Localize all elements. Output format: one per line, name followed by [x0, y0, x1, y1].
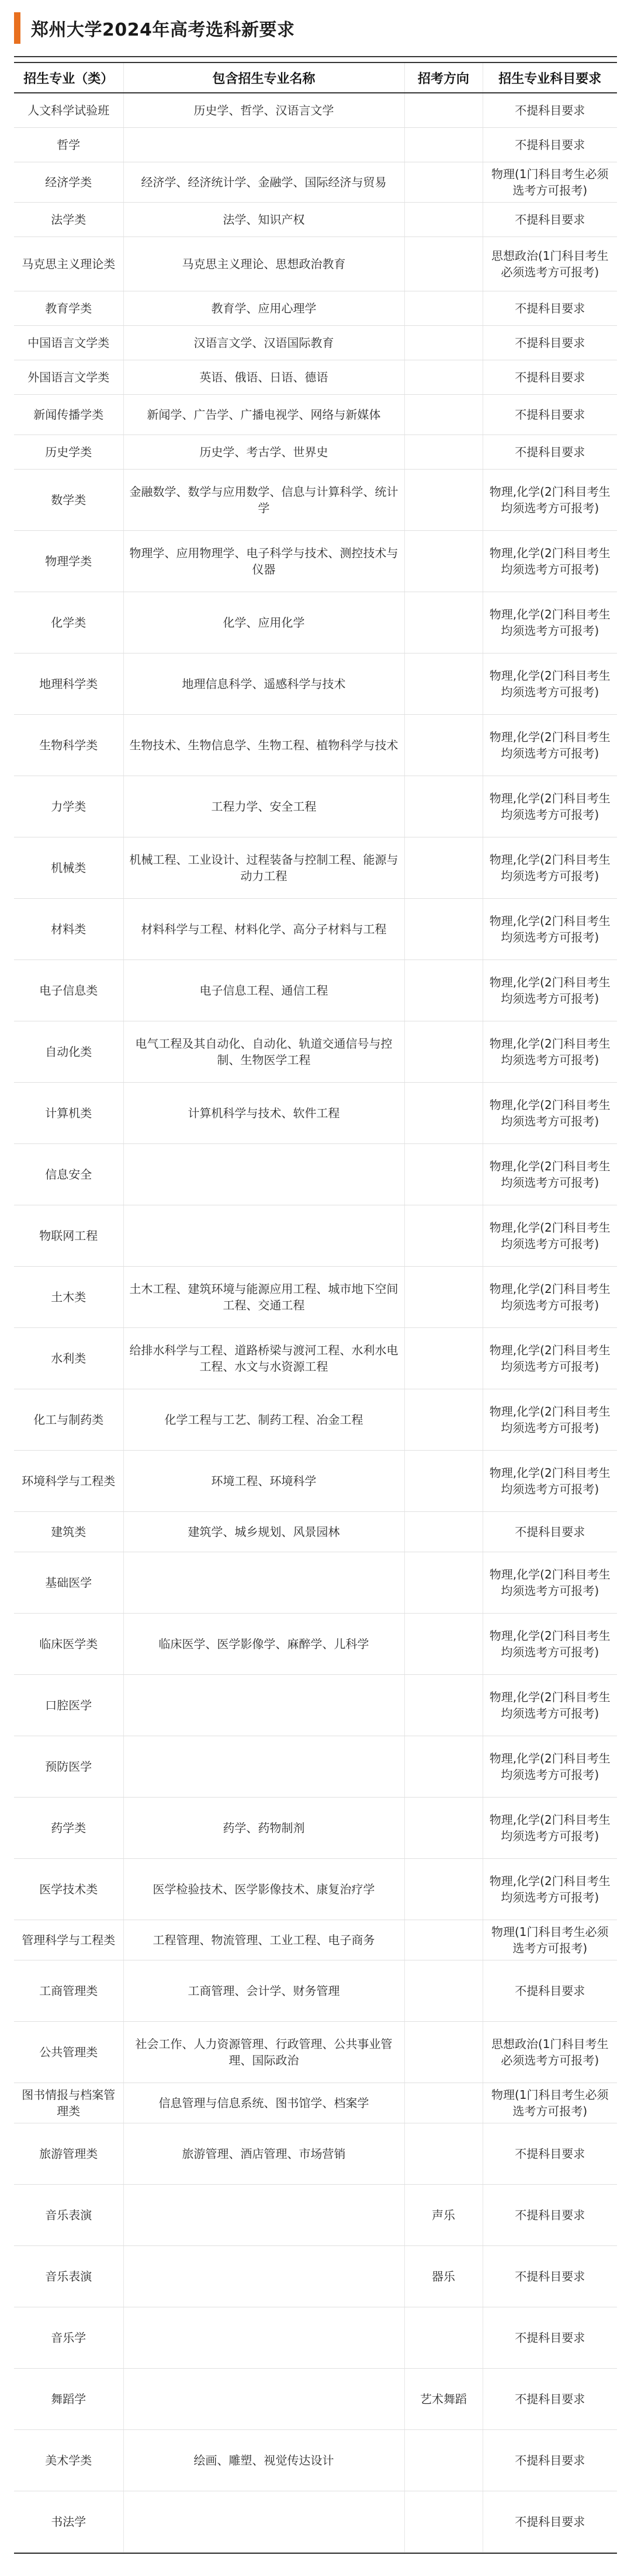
cell-direction [404, 395, 483, 435]
cell-majors: 历史学、考古学、世界史 [123, 435, 404, 470]
cell-category: 哲学 [14, 128, 123, 162]
cell-direction [404, 837, 483, 899]
cell-majors: 材料科学与工程、材料化学、高分子材料与工程 [123, 899, 404, 960]
cell-direction [404, 1960, 483, 2022]
cell-category: 电子信息类 [14, 960, 123, 1021]
cell-requirement: 物理,化学(2门科目考生均须选考方可报考) [483, 1859, 617, 1920]
title-bar [14, 0, 617, 56]
cell-requirement: 物理,化学(2门科目考生均须选考方可报考) [483, 837, 617, 899]
table-row [14, 1859, 617, 1920]
cell-requirement: 不提科目要求 [483, 128, 617, 162]
table-row [14, 2185, 617, 2246]
cell-category: 口腔医学 [14, 1675, 123, 1736]
cell-requirement: 不提科目要求 [483, 435, 617, 470]
cell-direction [404, 899, 483, 960]
cell-majors [123, 2246, 404, 2307]
cell-category: 教育学类 [14, 291, 123, 326]
cell-requirement: 思想政治(1门科目考生必须选考方可报考) [483, 2022, 617, 2083]
cell-requirement: 不提科目要求 [483, 2307, 617, 2369]
table-row [14, 2246, 617, 2307]
cell-requirement: 不提科目要求 [483, 291, 617, 326]
cell-requirement: 物理,化学(2门科目考生均须选考方可报考) [483, 1614, 617, 1675]
cell-direction [404, 1736, 483, 1798]
table-row [14, 291, 617, 326]
header-majors: 包含招生专业名称 [123, 62, 404, 93]
cell-majors: 生物技术、生物信息学、生物工程、植物科学与技术 [123, 715, 404, 776]
cell-category: 美术学类 [14, 2430, 123, 2491]
table-row [14, 2491, 617, 2553]
cell-majors [123, 2307, 404, 2369]
cell-requirement: 物理,化学(2门科目考生均须选考方可报考) [483, 653, 617, 715]
cell-requirement: 物理,化学(2门科目考生均须选考方可报考) [483, 1389, 617, 1451]
cell-majors: 教育学、应用心理学 [123, 291, 404, 326]
cell-requirement: 物理,化学(2门科目考生均须选考方可报考) [483, 1267, 617, 1328]
table-row [14, 531, 617, 592]
cell-direction [404, 1021, 483, 1083]
cell-majors: 工程力学、安全工程 [123, 776, 404, 837]
cell-majors: 医学检验技术、医学影像技术、康复治疗学 [123, 1859, 404, 1920]
table-row [14, 1021, 617, 1083]
table-row [14, 2307, 617, 2369]
cell-majors: 法学、知识产权 [123, 203, 404, 237]
table-row [14, 1144, 617, 1205]
cell-direction [404, 1552, 483, 1614]
cell-majors: 信息管理与信息系统、图书馆学、档案学 [123, 2083, 404, 2123]
table-row [14, 1389, 617, 1451]
cell-category: 音乐表演 [14, 2185, 123, 2246]
cell-requirement: 物理,化学(2门科目考生均须选考方可报考) [483, 899, 617, 960]
cell-majors: 药学、药物制剂 [123, 1798, 404, 1859]
cell-requirement: 物理,化学(2门科目考生均须选考方可报考) [483, 960, 617, 1021]
cell-category: 力学类 [14, 776, 123, 837]
cell-direction [404, 653, 483, 715]
cell-direction: 声乐 [404, 2185, 483, 2246]
table-row [14, 592, 617, 653]
cell-direction [404, 2022, 483, 2083]
cell-category: 化学类 [14, 592, 123, 653]
table-row [14, 1614, 617, 1675]
cell-majors [123, 1675, 404, 1736]
table-row [14, 237, 617, 291]
cell-category: 预防医学 [14, 1736, 123, 1798]
cell-majors [123, 2491, 404, 2553]
cell-majors: 化学工程与工艺、制药工程、冶金工程 [123, 1389, 404, 1451]
cell-requirement: 物理(1门科目考生必须选考方可报考) [483, 1920, 617, 1960]
cell-majors: 英语、俄语、日语、德语 [123, 360, 404, 395]
table-row [14, 2123, 617, 2185]
cell-category: 新闻传播学类 [14, 395, 123, 435]
cell-direction [404, 1798, 483, 1859]
cell-majors [123, 1736, 404, 1798]
cell-category: 马克思主义理论类 [14, 237, 123, 291]
table-row [14, 1451, 617, 1512]
cell-direction [404, 1920, 483, 1960]
cell-direction [404, 291, 483, 326]
cell-category: 材料类 [14, 899, 123, 960]
cell-requirement: 不提科目要求 [483, 1512, 617, 1552]
cell-category: 医学技术类 [14, 1859, 123, 1920]
table-row [14, 2022, 617, 2083]
cell-category: 机械类 [14, 837, 123, 899]
table-row [14, 326, 617, 360]
table-row [14, 395, 617, 435]
header-requirement: 招生专业科目要求 [483, 62, 617, 93]
cell-majors: 电气工程及其自动化、自动化、轨道交通信号与控制、生物医学工程 [123, 1021, 404, 1083]
cell-requirement: 不提科目要求 [483, 360, 617, 395]
cell-majors: 工商管理、会计学、财务管理 [123, 1960, 404, 2022]
cell-category: 舞蹈学 [14, 2369, 123, 2430]
cell-category: 音乐学 [14, 2307, 123, 2369]
cell-majors [123, 1205, 404, 1267]
cell-category: 历史学类 [14, 435, 123, 470]
page-title: 郑州大学2024年高考选科新要求 [31, 20, 295, 40]
cell-requirement: 物理,化学(2门科目考生均须选考方可报考) [483, 1144, 617, 1205]
cell-direction: 艺术舞蹈 [404, 2369, 483, 2430]
cell-category: 书法学 [14, 2491, 123, 2553]
cell-direction [404, 435, 483, 470]
cell-category: 自动化类 [14, 1021, 123, 1083]
cell-category: 音乐表演 [14, 2246, 123, 2307]
cell-majors: 马克思主义理论、思想政治教育 [123, 237, 404, 291]
cell-requirement: 物理,化学(2门科目考生均须选考方可报考) [483, 1552, 617, 1614]
title-accent-bar [14, 12, 20, 44]
cell-requirement: 不提科目要求 [483, 1960, 617, 2022]
cell-requirement: 物理,化学(2门科目考生均须选考方可报考) [483, 531, 617, 592]
cell-majors: 土木工程、建筑环境与能源应用工程、城市地下空间工程、交通工程 [123, 1267, 404, 1328]
cell-requirement: 物理,化学(2门科目考生均须选考方可报考) [483, 592, 617, 653]
cell-category: 人文科学试验班 [14, 93, 123, 128]
cell-category: 管理科学与工程类 [14, 1920, 123, 1960]
cell-direction [404, 776, 483, 837]
cell-category: 土木类 [14, 1267, 123, 1328]
cell-direction [404, 2491, 483, 2553]
cell-category: 旅游管理类 [14, 2123, 123, 2185]
cell-category: 建筑类 [14, 1512, 123, 1552]
cell-direction [404, 2307, 483, 2369]
cell-direction [404, 1859, 483, 1920]
cell-direction [404, 1614, 483, 1675]
cell-direction: 器乐 [404, 2246, 483, 2307]
table-row [14, 776, 617, 837]
cell-requirement: 不提科目要求 [483, 93, 617, 128]
cell-direction [404, 1675, 483, 1736]
cell-requirement: 不提科目要求 [483, 2491, 617, 2553]
cell-majors: 物理学、应用物理学、电子科学与技术、测控技术与仪器 [123, 531, 404, 592]
cell-category: 基础医学 [14, 1552, 123, 1614]
cell-requirement: 物理,化学(2门科目考生均须选考方可报考) [483, 1328, 617, 1389]
table-header-row [14, 62, 617, 93]
cell-category: 外国语言文学类 [14, 360, 123, 395]
cell-majors: 工程管理、物流管理、工业工程、电子商务 [123, 1920, 404, 1960]
cell-category: 水利类 [14, 1328, 123, 1389]
cell-direction [404, 2430, 483, 2491]
cell-direction [404, 1389, 483, 1451]
table-row [14, 1083, 617, 1144]
cell-category: 法学类 [14, 203, 123, 237]
cell-requirement: 不提科目要求 [483, 2430, 617, 2491]
cell-category: 临床医学类 [14, 1614, 123, 1675]
table-row [14, 435, 617, 470]
cell-majors: 金融数学、数学与应用数学、信息与计算科学、统计学 [123, 470, 404, 531]
cell-direction [404, 162, 483, 203]
cell-direction [404, 360, 483, 395]
cell-direction [404, 93, 483, 128]
table-row [14, 360, 617, 395]
cell-majors: 汉语言文学、汉语国际教育 [123, 326, 404, 360]
cell-direction [404, 2083, 483, 2123]
table-row [14, 1736, 617, 1798]
cell-direction [404, 203, 483, 237]
cell-category: 物联网工程 [14, 1205, 123, 1267]
cell-direction [404, 960, 483, 1021]
table-row [14, 128, 617, 162]
cell-majors: 环境工程、环境科学 [123, 1451, 404, 1512]
cell-requirement: 不提科目要求 [483, 326, 617, 360]
cell-category: 生物科学类 [14, 715, 123, 776]
cell-majors: 建筑学、城乡规划、风景园林 [123, 1512, 404, 1552]
table-row [14, 2430, 617, 2491]
cell-requirement: 物理,化学(2门科目考生均须选考方可报考) [483, 1675, 617, 1736]
cell-direction [404, 1451, 483, 1512]
cell-majors: 旅游管理、酒店管理、市场营销 [123, 2123, 404, 2185]
header-category: 招生专业（类） [14, 62, 123, 93]
cell-majors [123, 1552, 404, 1614]
cell-direction [404, 1205, 483, 1267]
cell-requirement: 物理(1门科目考生必须选考方可报考) [483, 162, 617, 203]
cell-category: 物理学类 [14, 531, 123, 592]
table-row [14, 715, 617, 776]
table-row [14, 2369, 617, 2430]
cell-requirement: 不提科目要求 [483, 2123, 617, 2185]
cell-requirement: 不提科目要求 [483, 2246, 617, 2307]
bottom-divider [14, 2553, 617, 2554]
requirements-table [14, 62, 617, 2553]
cell-requirement: 物理,化学(2门科目考生均须选考方可报考) [483, 1205, 617, 1267]
cell-majors: 绘画、雕塑、视觉传达设计 [123, 2430, 404, 2491]
cell-direction [404, 2123, 483, 2185]
cell-direction [404, 531, 483, 592]
cell-requirement: 物理,化学(2门科目考生均须选考方可报考) [483, 470, 617, 531]
cell-category: 中国语言文学类 [14, 326, 123, 360]
table-row [14, 653, 617, 715]
cell-direction [404, 1144, 483, 1205]
cell-requirement: 不提科目要求 [483, 395, 617, 435]
cell-majors [123, 2185, 404, 2246]
cell-requirement: 物理,化学(2门科目考生均须选考方可报考) [483, 1083, 617, 1144]
cell-requirement: 物理,化学(2门科目考生均须选考方可报考) [483, 1798, 617, 1859]
cell-direction [404, 1267, 483, 1328]
cell-direction [404, 326, 483, 360]
title-divider [14, 56, 617, 57]
table-row [14, 1675, 617, 1736]
table-body [14, 93, 617, 2553]
table-row [14, 1205, 617, 1267]
cell-requirement: 物理,化学(2门科目考生均须选考方可报考) [483, 1451, 617, 1512]
cell-requirement: 思想政治(1门科目考生必须选考方可报考) [483, 237, 617, 291]
cell-majors: 历史学、哲学、汉语言文学 [123, 93, 404, 128]
table-row [14, 1328, 617, 1389]
cell-category: 化工与制药类 [14, 1389, 123, 1451]
table-row [14, 1960, 617, 2022]
table-row [14, 1920, 617, 1960]
cell-category: 经济学类 [14, 162, 123, 203]
cell-category: 环境科学与工程类 [14, 1451, 123, 1512]
cell-majors: 经济学、经济统计学、金融学、国际经济与贸易 [123, 162, 404, 203]
cell-category: 地理科学类 [14, 653, 123, 715]
cell-requirement: 物理,化学(2门科目考生均须选考方可报考) [483, 715, 617, 776]
cell-requirement: 不提科目要求 [483, 203, 617, 237]
table-row [14, 1512, 617, 1552]
cell-requirement: 物理,化学(2门科目考生均须选考方可报考) [483, 776, 617, 837]
cell-direction [404, 592, 483, 653]
table-row [14, 93, 617, 128]
cell-majors [123, 1144, 404, 1205]
table-row [14, 2083, 617, 2123]
cell-category: 工商管理类 [14, 1960, 123, 2022]
cell-direction [404, 1083, 483, 1144]
cell-majors: 临床医学、医学影像学、麻醉学、儿科学 [123, 1614, 404, 1675]
cell-category: 图书情报与档案管理类 [14, 2083, 123, 2123]
cell-direction [404, 470, 483, 531]
cell-requirement: 物理(1门科目考生必须选考方可报考) [483, 2083, 617, 2123]
table-row [14, 203, 617, 237]
cell-direction [404, 1328, 483, 1389]
table-row [14, 1798, 617, 1859]
cell-direction [404, 128, 483, 162]
cell-majors: 机械工程、工业设计、过程装备与控制工程、能源与动力工程 [123, 837, 404, 899]
cell-requirement: 物理,化学(2门科目考生均须选考方可报考) [483, 1021, 617, 1083]
table-row [14, 837, 617, 899]
cell-category: 药学类 [14, 1798, 123, 1859]
cell-direction [404, 1512, 483, 1552]
header-direction: 招考方向 [404, 62, 483, 93]
cell-category: 数学类 [14, 470, 123, 531]
cell-requirement: 物理,化学(2门科目考生均须选考方可报考) [483, 1736, 617, 1798]
table-row [14, 1552, 617, 1614]
cell-requirement: 不提科目要求 [483, 2185, 617, 2246]
cell-category: 信息安全 [14, 1144, 123, 1205]
cell-majors [123, 2369, 404, 2430]
cell-majors: 给排水科学与工程、道路桥梁与渡河工程、水利水电工程、水文与水资源工程 [123, 1328, 404, 1389]
cell-majors: 社会工作、人力资源管理、行政管理、公共事业管理、国际政治 [123, 2022, 404, 2083]
cell-category: 计算机类 [14, 1083, 123, 1144]
cell-direction [404, 715, 483, 776]
table-row [14, 899, 617, 960]
cell-majors: 电子信息工程、通信工程 [123, 960, 404, 1021]
table-row [14, 1267, 617, 1328]
cell-majors: 化学、应用化学 [123, 592, 404, 653]
cell-majors: 地理信息科学、遥感科学与技术 [123, 653, 404, 715]
cell-direction [404, 237, 483, 291]
cell-majors: 计算机科学与技术、软件工程 [123, 1083, 404, 1144]
table-row [14, 162, 617, 203]
cell-category: 公共管理类 [14, 2022, 123, 2083]
cell-majors: 新闻学、广告学、广播电视学、网络与新媒体 [123, 395, 404, 435]
table-row [14, 960, 617, 1021]
cell-majors [123, 128, 404, 162]
cell-requirement: 不提科目要求 [483, 2369, 617, 2430]
table-row [14, 470, 617, 531]
